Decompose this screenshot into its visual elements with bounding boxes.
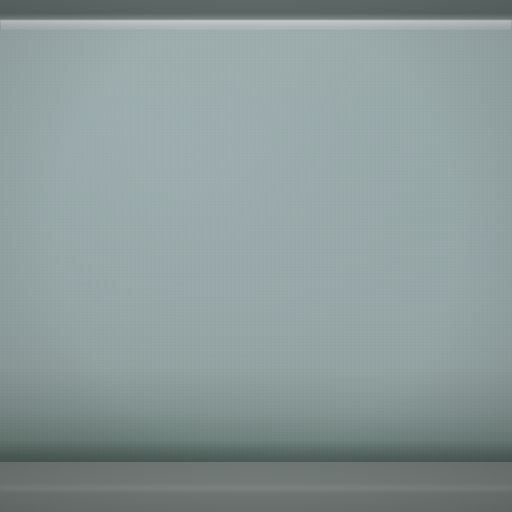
glass-panel bbox=[0, 30, 512, 462]
top-frame-band bbox=[0, 0, 512, 22]
panel-texture bbox=[0, 30, 512, 462]
bottom-edge-highlight bbox=[0, 482, 512, 494]
